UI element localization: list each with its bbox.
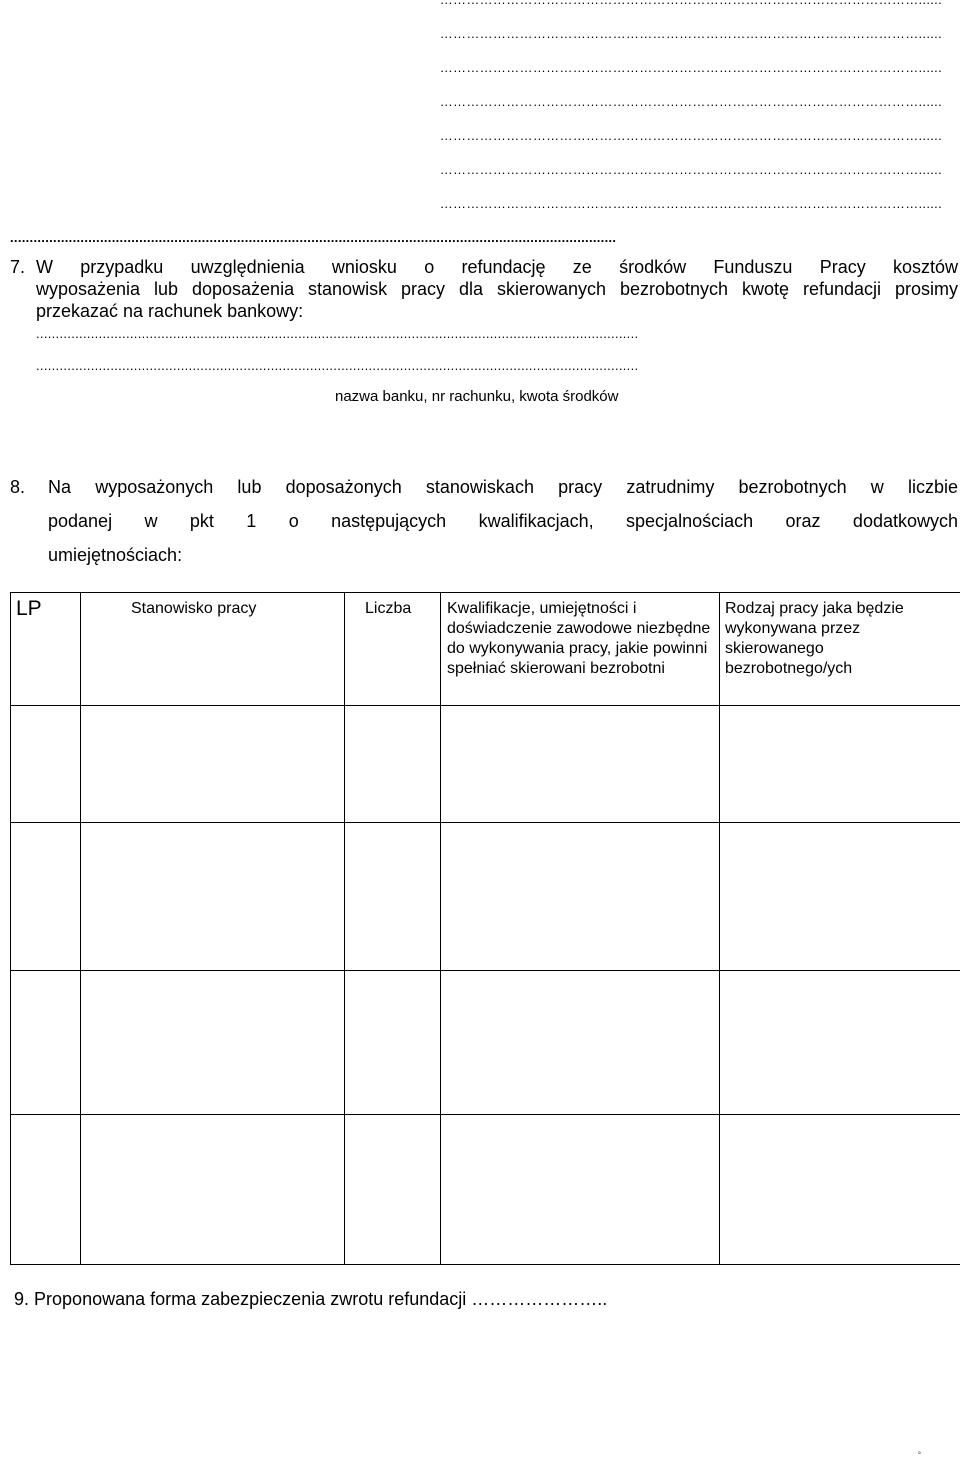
section-7-text-1: W przypadku uwzględnienia wniosku o refundację ze środków Funduszu Pracy kosztów [36,257,958,277]
bank-account-dotted-line-1: .......................................................................................................................................................... [36,326,639,341]
header-qualifications: Kwalifikacje, umiejętności i doświadczenie zawodowe niezbędne do wykonywania pracy, jakie powinni spełniać skierowani bezrobotni [441,593,720,706]
table-cell[interactable] [720,706,960,823]
bank-account-dotted-line-2: .......................................................................................................................................................... [36,358,639,373]
section-7-line-2: wyposażenia lub doposażenia stanowisk pracy dla skierowanych bezrobotnych kwotę refundacji prosimy [36,279,958,299]
table-cell[interactable] [441,1115,720,1265]
section-7-number: 7. [10,257,26,277]
table-cell[interactable] [720,823,960,971]
bank-account-caption: nazwa banku, nr rachunku, kwota środków [335,388,619,405]
table-cell[interactable] [11,706,81,823]
dotted-line-4: ………………………………………………………………………………………………...... [439,94,942,109]
table-row [11,971,960,1115]
table-cell[interactable] [720,1115,960,1265]
corner-mark: ˚ [918,1452,922,1463]
qualifications-table [10,592,960,1265]
table-cell[interactable] [11,1115,81,1265]
table-cell[interactable] [345,971,441,1115]
table-cell[interactable] [81,1115,345,1265]
section-8-line-2: podanej w pkt 1 o następujących kwalifikacjach, specjalnościach oraz dodatkowych [48,511,958,531]
dotted-line-8: ........................................................................................................................................................... [10,230,617,245]
section-7 [10,256,958,322]
table-cell[interactable] [441,706,720,823]
section-8-line-3: umiejętnościach: [48,545,183,565]
dotted-line-6: ………………………………………………………………………………………………...... [439,162,942,177]
section-7-line-1 [10,256,958,278]
dotted-line-5: ………………………………………………………………………………………………...... [439,128,942,143]
section-8 [10,470,958,572]
section-9 [14,1288,960,1310]
header-position: Stanowisko pracy [81,593,345,706]
table-cell[interactable] [345,706,441,823]
table-cell[interactable] [81,823,345,971]
section-9-dotted-line: ………………….. [471,1289,608,1309]
section-7-line-3: przekazać na rachunek bankowy: [36,301,304,321]
table-row [11,706,960,823]
header-work-type: Rodzaj pracy jaka będzie wykonywana przez skierowanego bezrobotnego/ych [720,593,960,706]
table-row [11,823,960,971]
table-cell[interactable] [345,1115,441,1265]
table-cell[interactable] [441,971,720,1115]
table-cell[interactable] [345,823,441,971]
header-lp: LP [11,593,81,706]
section-8-number: 8. [10,477,26,497]
dotted-line-1 [10,0,942,7]
dotted-line-7: ………………………………………………………………………………………………...... [439,196,942,211]
section-9-text: Proponowana forma zabezpieczenia zwrotu refundacji [34,1289,467,1309]
table-cell[interactable] [11,823,81,971]
table-header-row [11,593,960,706]
table-row [11,1115,960,1265]
table-cell[interactable] [11,971,81,1115]
dotted-line-3: ………………………………………………………………………………………………...... [439,60,942,75]
section-8-line-1 [10,470,958,504]
table-cell[interactable] [441,823,720,971]
table-cell[interactable] [720,971,960,1115]
table-cell[interactable] [81,706,345,823]
header-count: Liczba [345,593,441,706]
section-9-number: 9. [14,1289,30,1309]
table-cell[interactable] [81,971,345,1115]
dotted-line-2: ………………………………………………………………………………………………...... [439,26,942,41]
section-8-text-1: Na wyposażonych lub doposażonych stanowiskach pracy zatrudnimy bezrobotnych w liczbie [48,477,958,497]
